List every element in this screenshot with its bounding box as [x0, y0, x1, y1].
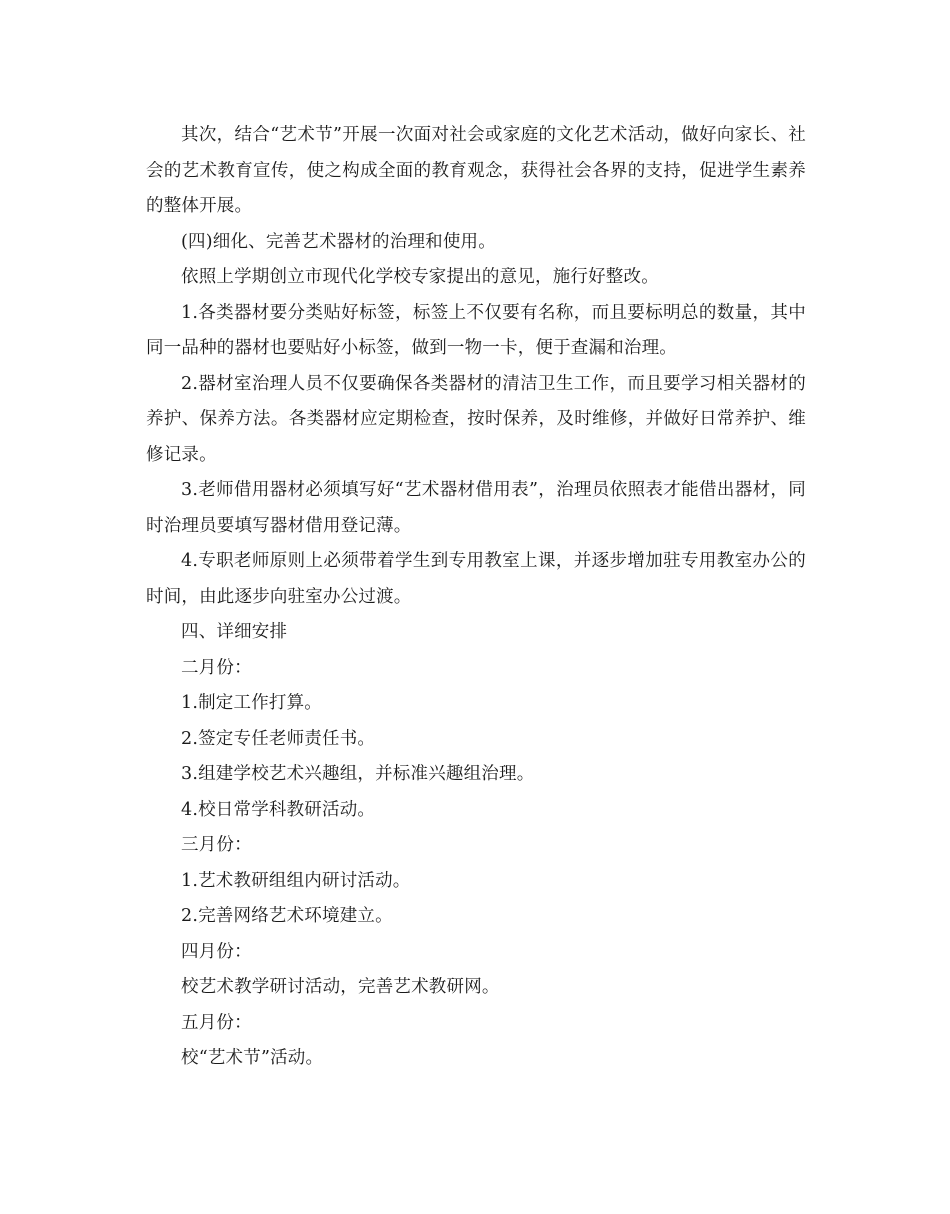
list-item: 4.专职老师原则上必须带着学生到专用教室上课，并逐步增加驻专用教室办公的时间，由此逐步向驻室办公过渡。: [146, 551, 806, 607]
list-item: 2.器材室治理人员不仅要确保各类器材的清洁卫生工作，而且要学习相关器材的养护、保养方法。各类器材应定期检查，按时保养，及时维修，并做好日常养护、维修记录。: [146, 373, 806, 465]
list-item: 3.组建学校艺术兴趣组，并标准兴趣组治理。: [181, 764, 535, 784]
list-item: 1.艺术教研组组内研讨活动。: [181, 870, 411, 891]
month-heading: 四月份：: [181, 941, 252, 962]
section-heading: 四、详细安排: [181, 622, 288, 642]
section-heading: (四)细化、完善艺术器材的治理和使用。: [181, 231, 496, 252]
list-item: 1.各类器材要分类贴好标签，标签上不仅要有名称，而且要标明总的数量，其中同一品种的器材也要贴好小标签，做到一物一卡，便于查漏和治理。: [146, 302, 806, 358]
list-item: 2.完善网络艺术环境建立。: [181, 906, 393, 926]
list-item: 2.签定专任老师责任书。: [181, 728, 376, 749]
paragraph: 依照上学期创立市现代化学校专家提出的意见，施行好整改。: [181, 267, 659, 287]
list-item: 1.制定工作打算。: [181, 693, 322, 713]
paragraph: 校“艺术节”活动。: [181, 1048, 324, 1068]
list-item: 3.老师借用器材必须填写好“艺术器材借用表”，治理员依照表才能借出器材，同时治理员要填写器材借用登记薄。: [146, 480, 806, 536]
month-heading: 三月份：: [181, 835, 252, 855]
list-item: 4.校日常学科教研活动。: [181, 799, 376, 820]
document-body: [146, 118, 806, 1077]
paragraph: 其次，结合“艺术节”开展一次面对社会或家庭的文化艺术活动，做好向家长、社会的艺术教育宣传，使之构成全面的教育观念，获得社会各界的支持，促进学生素养的整体开展。: [146, 125, 806, 216]
month-heading: 二月份：: [181, 657, 252, 678]
month-heading: 五月份：: [181, 1012, 252, 1033]
paragraph: 校艺术教学研讨活动，完善艺术教研网。: [181, 977, 500, 997]
